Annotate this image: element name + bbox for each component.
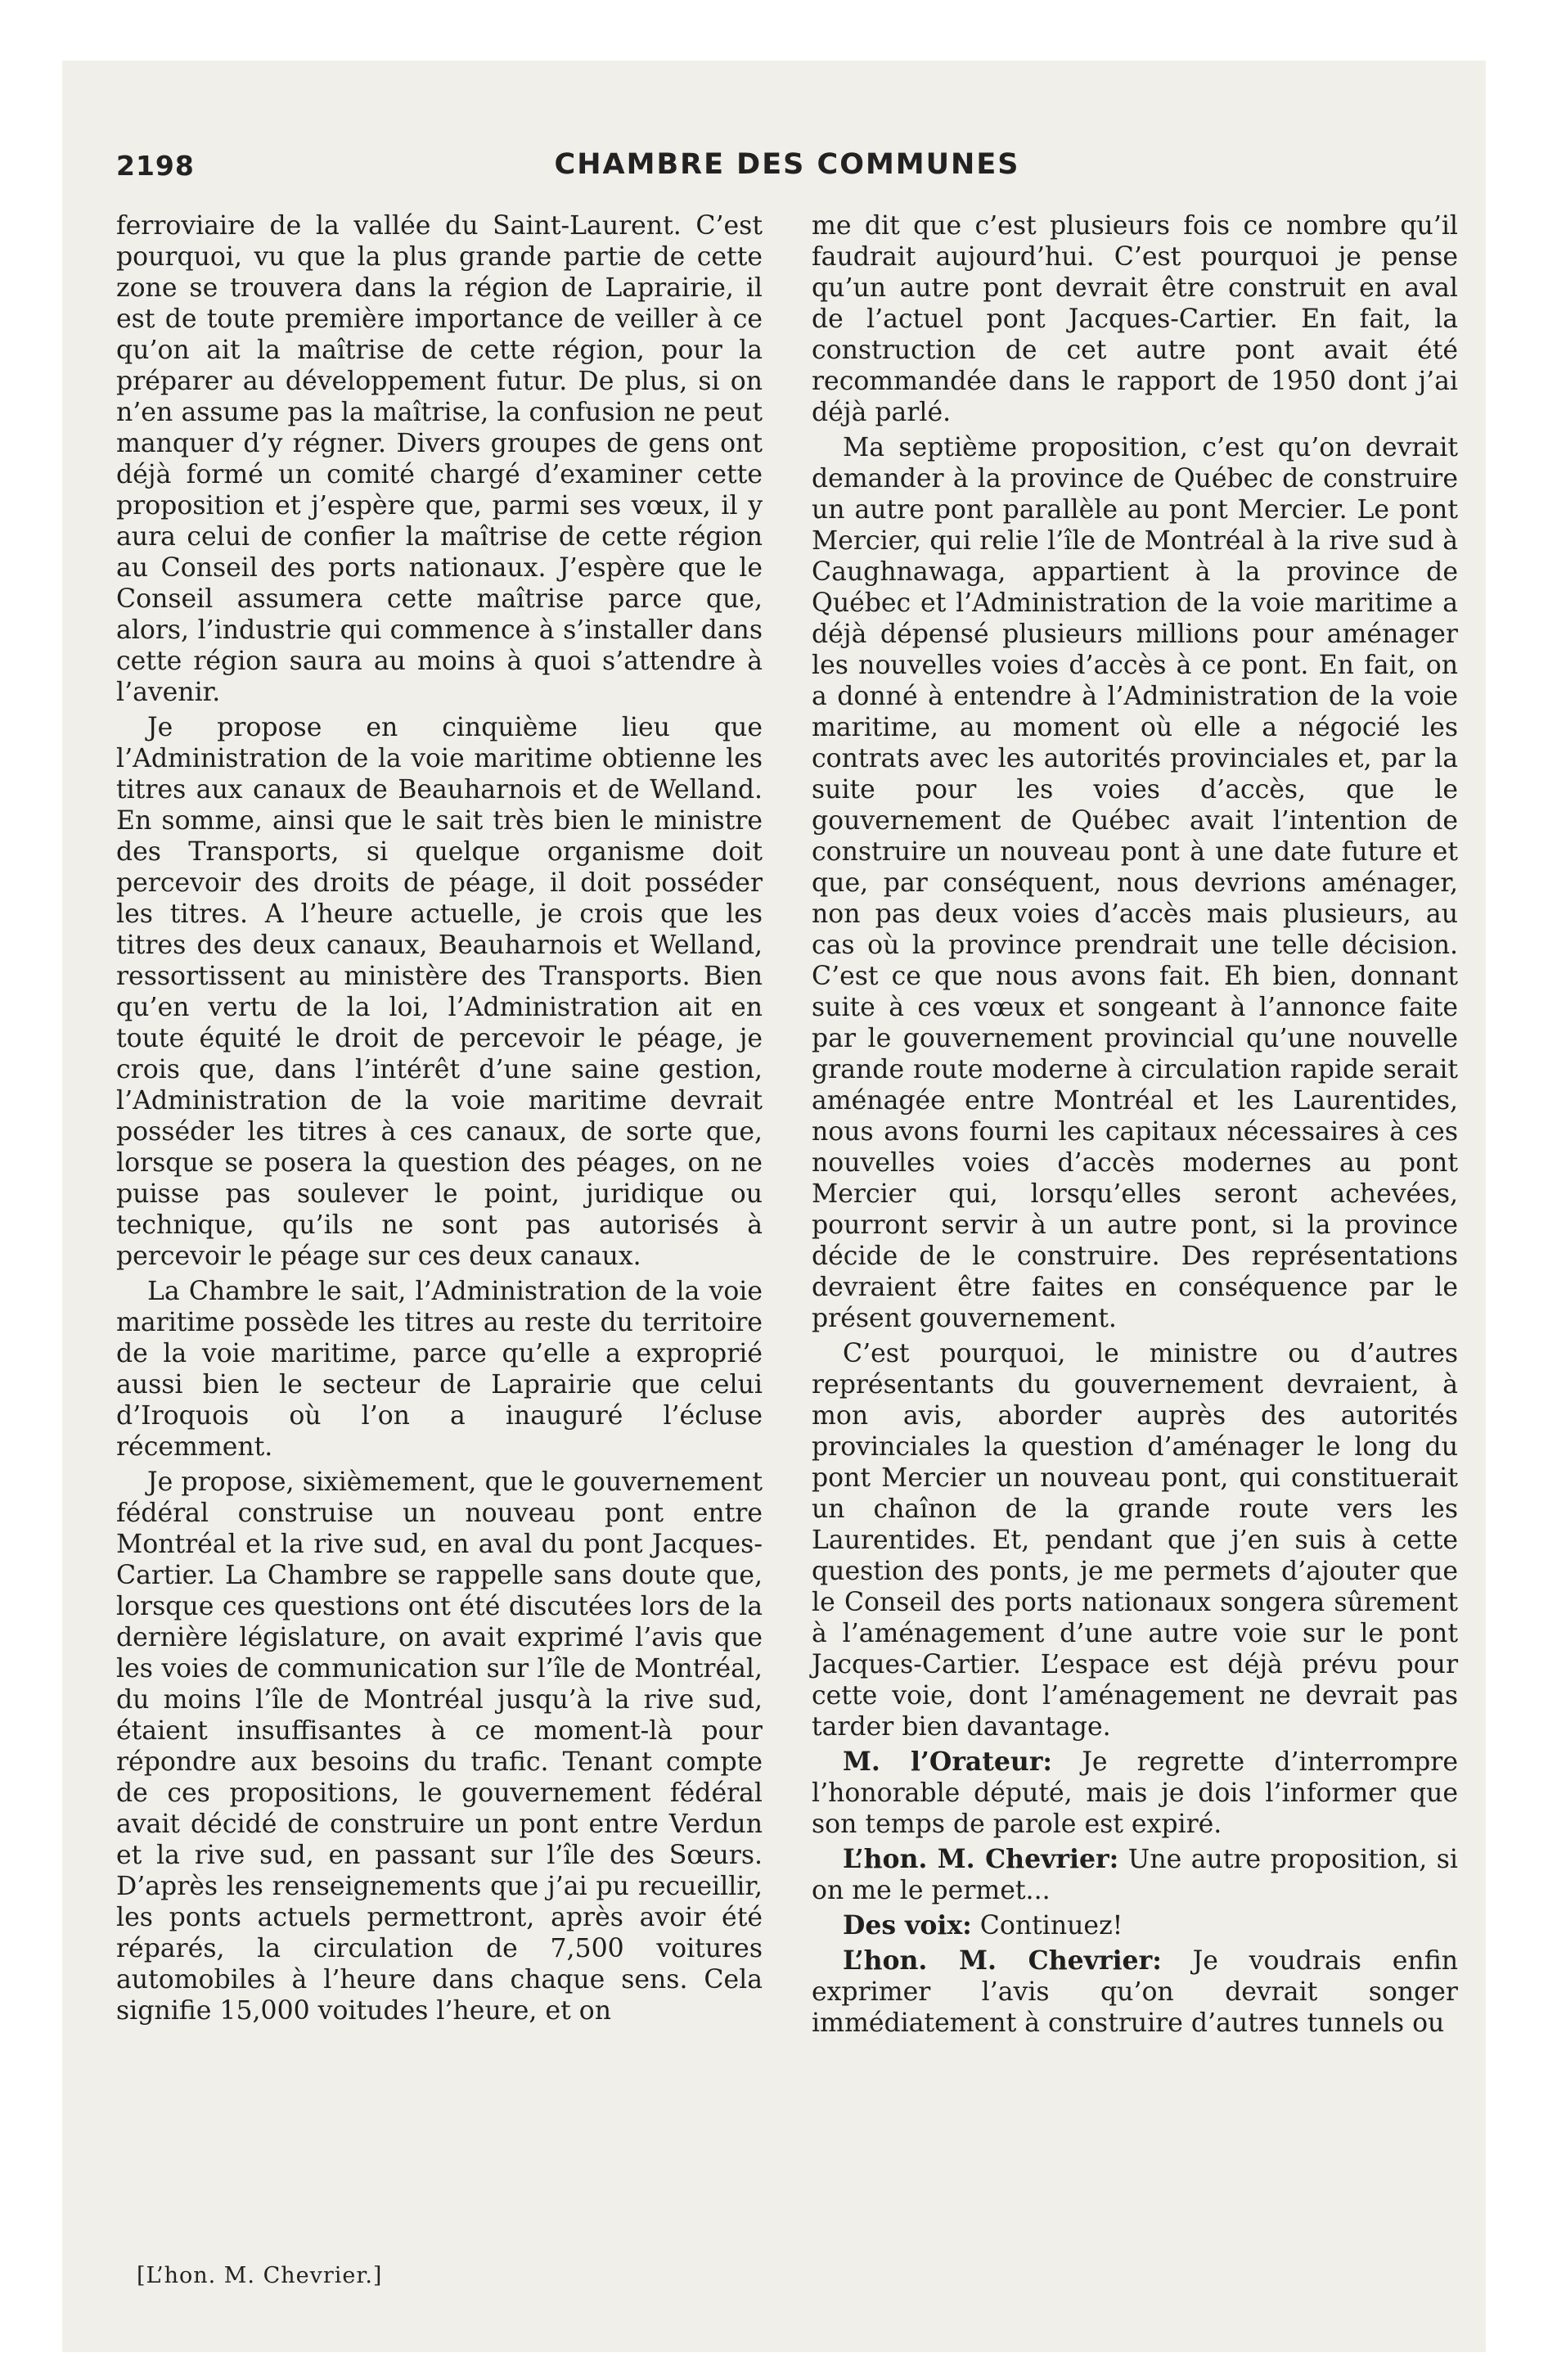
paragraph: Je propose, sixièmement, que le gouvernement fédéral construise un nouveau pont entre Montréal et la rive sud, en aval du pont Jacques-Cartier. La Chambre se rappelle sans doute que, lorsque ces questions ont été discutées lors de la dernière législature, on avait exprimé l’avis que les voies de communication sur l’île de Montréal, du moins l’île de Montréal jusqu’à la rive sud, étaient insuffisantes à ce moment-là pour répondre aux besoins du trafic. Tenant compte de ces propositions, le gouvernement fédéral avait décidé de construire un pont entre Verdun et la rive sud, en passant sur l’île des Sœurs. D’après les renseignements que j’ai pu recueillir, les ponts actuels permettront, après avoir été réparés, la circulation de 7,500 voitures automobiles à l’heure dans chaque sens. Cela signifie 15,000 voitudes l’heure, et on bbox=[116, 1467, 763, 2026]
right-column bbox=[812, 210, 1458, 2039]
paragraph: me dit que c’est plusieurs fois ce nombre qu’il faudrait aujourd’hui. C’est pourquoi je pense qu’un autre pont devrait être construit en aval de l’actuel pont Jacques-Cartier. En fait, la construction de cet autre pont avait été recommandée dans le rapport de 1950 dont j’ai déjà parlé. bbox=[812, 211, 1458, 427]
intervention-chevrier bbox=[812, 1844, 1458, 1906]
paragraph: Ma septième proposition, c’est qu’on devrait demander à la province de Québec de construire un autre pont parallèle au pont Mercier. Le pont Mercier, qui relie l’île de Montréal à la rive sud à Caughnawaga, appartient à la province de Québec et l’Administration de la voie maritime a déjà dépensé plusieurs millions pour aménager les nouvelles voies d’accès à ce pont. En fait, on a donné à entendre à l’Administration de la voie maritime, au moment où elle a négocié les contrats avec les autorités provinciales et, par la suite pour les voies d’accès, que le gouvernement de Québec avait l’intention de construire un nouveau pont à une date future et que, par conséquent, nous devrions aménager, non pas deux voies d’accès mais plusieurs, au cas où la province prendrait une telle décision. C’est ce que nous avons fait. Eh bien, donnant suite à ces vœux et songeant à l’annonce faite par le gouvernement provincial qu’une nouvelle grande route moderne à circulation rapide serait aménagée entre Montréal et les Laurentides, nous avons fourni les capitaux nécessaires à ces nouvelles voies d’accès modernes au pont Mercier qui, lorsqu’elles seront achevées, pourront servir à un autre pont, si la province décide de le construire. Des représentations devraient être faites en conséquence par le présent gouvernement. bbox=[812, 433, 1458, 1333]
hansard-page bbox=[116, 143, 1458, 2320]
speaker-reference-footer: [L’hon. M. Chevrier.] bbox=[137, 2263, 383, 2288]
intervention-speaker-orateur bbox=[812, 1747, 1458, 1840]
left-column bbox=[116, 210, 763, 2039]
page-title: CHAMBRE DES COMMUNES bbox=[554, 148, 1020, 181]
speech-text: Je regrette d’interrompre l’honorable député, mais je dois l’informer que son temps de parole est expiré. bbox=[812, 1747, 1459, 1839]
paragraph: La Chambre le sait, l’Administration de la voie maritime possède les titres au reste du territoire de la voie maritime, parce qu’elle a exproprié aussi bien le secteur de Laprairie que celui d’Iroquois où l’on a inauguré l’écluse récemment. bbox=[116, 1277, 763, 1462]
paragraph: C’est pourquoi, le ministre ou d’autres représentants du gouvernement devraient, à mon avis, aborder auprès des autorités provinciales la question d’aménager le long du pont Mercier un nouveau pont, qui constituerait un chaînon de la grande route vers les Laurentides. Et, pendant que j’en suis à cette question des ponts, je me permets d’ajouter que le Conseil des ports nationaux songera sûrement à l’aménagement d’une autre voie sur le pont Jacques-Cartier. L’espace est déjà prévu pour cette voie, dont l’aménagement ne devrait pas tarder bien davantage. bbox=[812, 1339, 1458, 1742]
intervention-chevrier bbox=[812, 1945, 1458, 2039]
intervention-des-voix bbox=[812, 1910, 1458, 1941]
running-head bbox=[116, 143, 1458, 192]
speaker-name: L’hon. M. Chevrier: bbox=[843, 1844, 1119, 1874]
paragraph: ferroviaire de la vallée du Saint-Laurent. C’est pourquoi, vu que la plus grande partie de cette zone se trouvera dans la région de Laprairie, il est de toute première importance de veiller à ce qu’on ait la maîtrise de cette région, pour la préparer au développement futur. De plus, si on n’en assume pas la maîtrise, la confusion ne peut manquer d’y régner. Divers groupes de gens ont déjà formé un comité chargé d’examiner cette proposition et j’espère que, parmi ses vœux, il y aura celui de confier la maîtrise de cette région au Conseil des ports nationaux. J’espère que le Conseil assumera cette maîtrise parce que, alors, l’industrie qui commence à s’installer dans cette région saura au moins à quoi s’attendre à l’avenir. bbox=[116, 211, 763, 707]
speech-text: Continuez! bbox=[971, 1911, 1123, 1941]
page-number: 2198 bbox=[116, 150, 195, 182]
speaker-name: Des voix: bbox=[843, 1910, 972, 1941]
speaker-name: L’hon. M. Chevrier: bbox=[843, 1945, 1162, 1976]
text-columns bbox=[116, 210, 1458, 2039]
speech-text: Une autre proposition, si on me le permet... bbox=[812, 1845, 1459, 1905]
speech-text: Je voudrais enfin exprimer l’avis qu’on devrait songer immédiatement à construire d’autres tunnels ou bbox=[812, 1946, 1458, 2038]
paragraph: Je propose en cinquième lieu que l’Administration de la voie maritime obtienne les titres aux canaux de Beauharnois et de Welland. En somme, ainsi que le sait très bien le ministre des Transports, si quelque organisme doit percevoir des droits de péage, il doit posséder les titres. A l’heure actuelle, je crois que les titres des deux canaux, Beauharnois et Welland, ressortissent au ministère des Transports. Bien qu’en vertu de la loi, l’Administration ait en toute équité le droit de percevoir le péage, je crois que, dans l’intérêt d’une saine gestion, l’Administration de la voie maritime devrait posséder les titres à ces canaux, de sorte que, lorsque se posera la question des péages, on ne puisse pas soulever le point, juridique ou technique, qu’ils ne sont pas autorisés à percevoir le péage sur ces deux canaux. bbox=[116, 713, 763, 1271]
speaker-name: M. l’Orateur: bbox=[843, 1747, 1053, 1777]
